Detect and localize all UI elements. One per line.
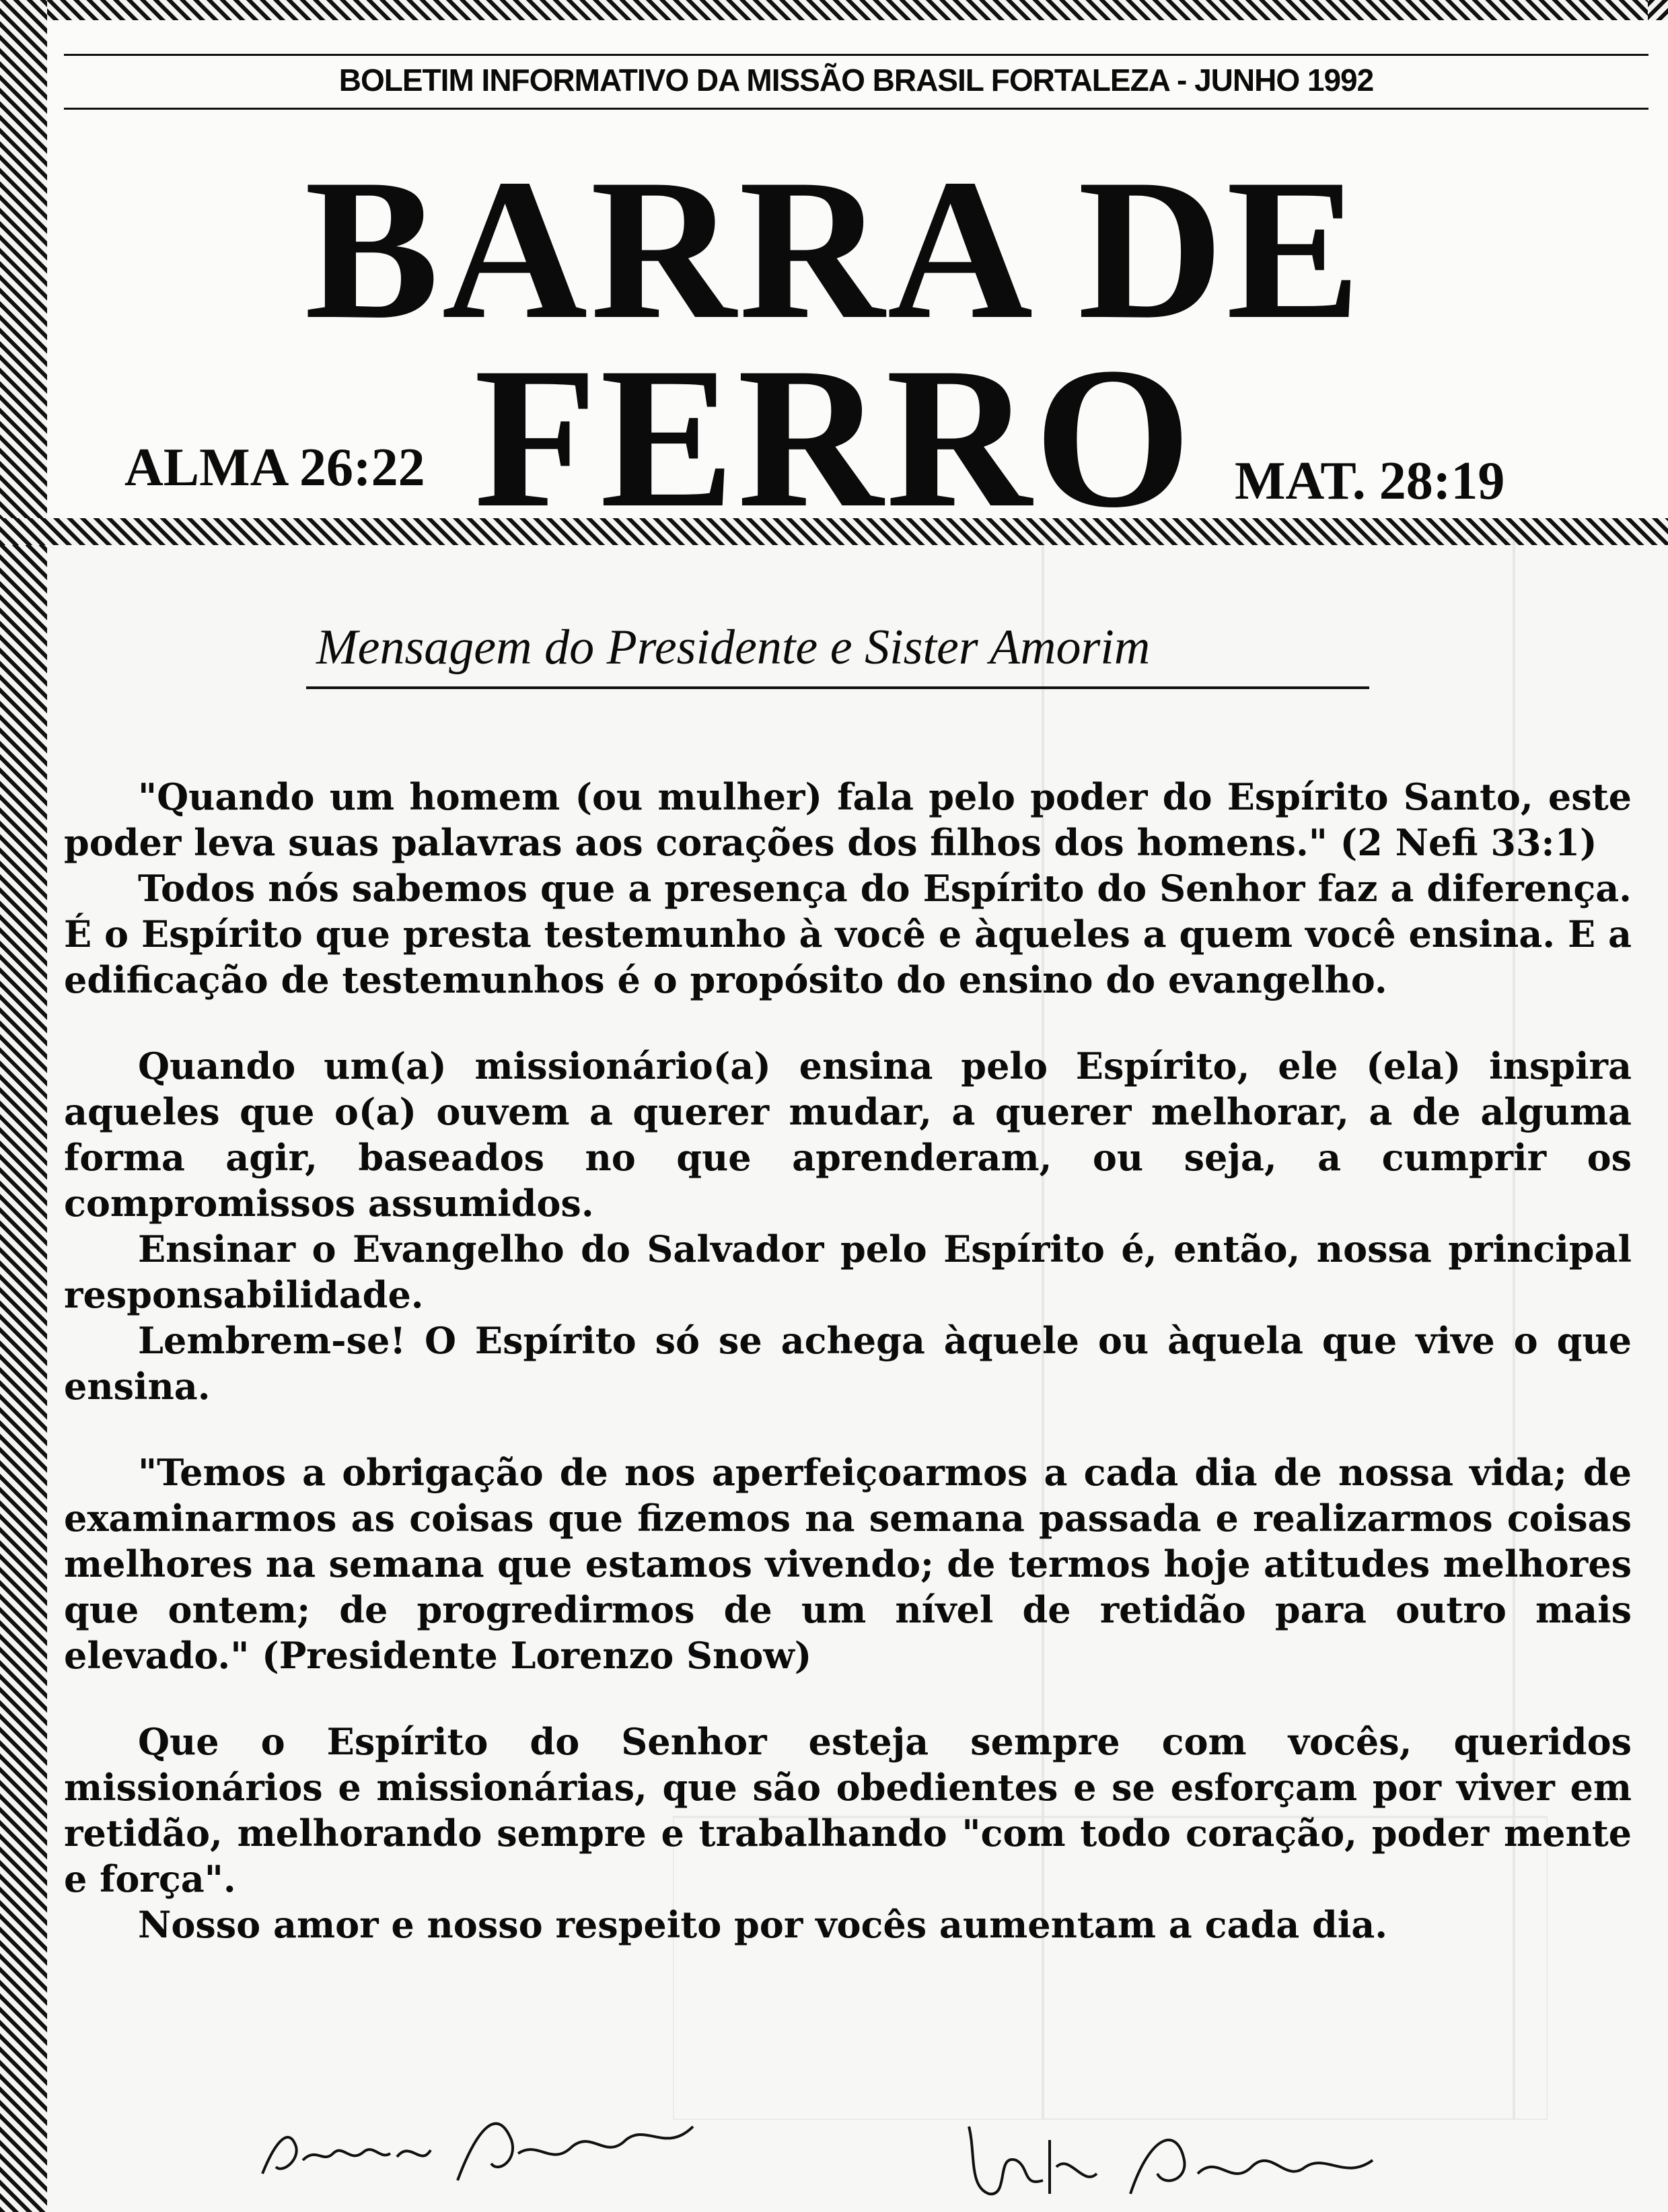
header-rule-bottom [64, 108, 1648, 110]
message-body [64, 774, 1632, 1948]
border-top [0, 0, 1668, 20]
paragraph-presence: Todos nós sabemos que a presença do Espírito do Senhor faz a diferença. É o Espírito que presta testemunho à você e àqueles a quem você ensina. E a edificação de testemunhos é o propósito do ensino do evangelho. [64, 867, 1632, 1001]
paragraph-responsibility: Ensinar o Evangelho do Salvador pelo Espírito é, então, nossa principal responsabilidade. [64, 1227, 1632, 1316]
paragraph-blessing: Que o Espírito do Senhor esteja sempre com vocês, queridos missionários e missionárias, que são obedientes e se esforçam por viver em retidão, melhorando sempre e trabalhando "com todo coração, poder mente e força". [64, 1720, 1632, 1900]
section-title: Mensagem do Presidente e Sister Amorim [316, 620, 1151, 675]
signature-president [256, 2100, 740, 2201]
paragraph-teaching: Quando um(a) missionário(a) ensina pelo Espírito, ele (ela) inspira aqueles que o(a) ouvem a querer mudar, a querer melhorar, a de alguma forma agir, baseados no que aprenderam, ou seja, a cumprir os compromissos assumidos. [64, 1044, 1632, 1225]
paragraph-quote-nefi: "Quando um homem (ou mulher) fala pelo poder do Espírito Santo, este poder leva suas palavras aos corações dos filhos dos homens." (2 Nefi 33:1) [64, 775, 1632, 864]
paragraph-closing: Nosso amor e nosso respeito por vocês aumentam a cada dia. [138, 1903, 1388, 1946]
scripture-reference-right: MAT. 28:19 [1235, 452, 1505, 511]
header-rule-top [64, 54, 1648, 56]
scripture-reference-left: ALMA 26:22 [124, 438, 425, 497]
masthead-title-line1: BARRA DE [304, 137, 1364, 361]
paragraph-remember: Lembrem-se! O Espírito só se achega àquele ou àquela que vive o que ensina. [64, 1319, 1632, 1408]
masthead-title-line2: FERRO [474, 326, 1194, 549]
section-title-underline [306, 686, 1369, 689]
bulletin-line: BOLETIM INFORMATIVO DA MISSÃO BRASIL FORTALEZA - JUNHO 1992 [338, 63, 1374, 98]
paragraph-quote-snow: "Temos a obrigação de nos aperfeiçoarmos a cada dia de nossa vida; de examinarmos as coisas que fizemos na semana passada e realizarmos coisas melhores na semana que estamos vivendo; de termos hoje atitudes melhores que ontem; de progredirmos de um nível de retidão para outro mais elevado." (Presidente Lorenzo Snow) [64, 1451, 1632, 1677]
signature-sister [955, 2113, 1426, 2207]
